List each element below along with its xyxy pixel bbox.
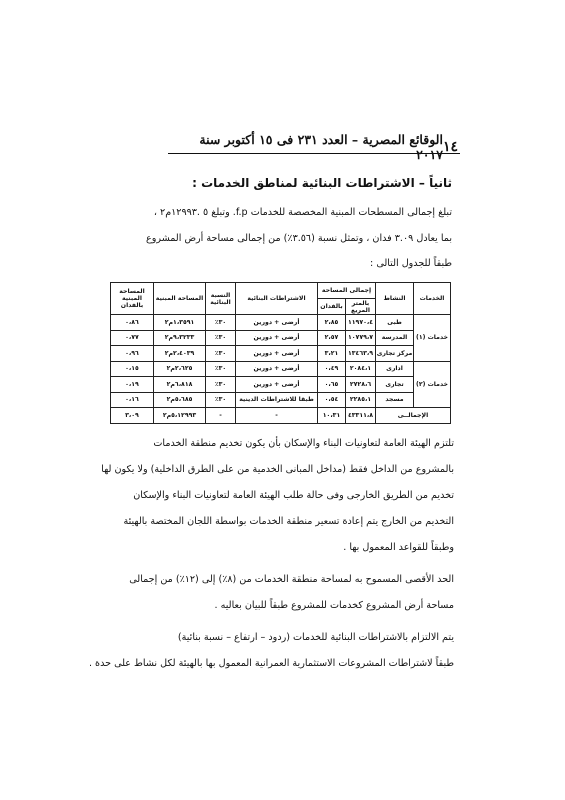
col-sqm: بالمتر المربع (346, 299, 376, 315)
cell-req: أرضى + دورين (236, 315, 318, 331)
cell-built: ١،٣٥٩١م٢ (154, 315, 206, 331)
cell-built: ٥،٦٨٥م٢ (154, 392, 206, 408)
services-table (110, 282, 451, 424)
cell-req: أرضى + دورين (236, 346, 318, 362)
page-header (170, 132, 458, 162)
cell-feddan: ٢،٥٧ (318, 330, 346, 346)
total-ratio: - (206, 408, 236, 424)
page-number: ١٤ (442, 139, 458, 155)
cell-sqm: ١٣٤٦٣،٩ (346, 346, 376, 362)
cell-sqm: ٢٧٢٨،٦ (346, 377, 376, 393)
para1-line3: تخديم من الطريق الخارجى وفى حالة طلب الهيئة العامة لتعاونيات البناء والإسكان (133, 490, 454, 501)
cell-ratio: ٣٠٪ (206, 330, 236, 346)
cell-activity: المدرسة (376, 330, 414, 346)
intro-line-3: طبقاً للجدول التالى : (370, 258, 452, 269)
cell-ratio: ٣٠٪ (206, 377, 236, 393)
para1-line5: وطبقاً للقواعد المعمول بها . (343, 542, 454, 553)
table-row (111, 315, 451, 331)
table-row (111, 377, 451, 393)
cell-ratio: ٣٠٪ (206, 346, 236, 362)
cell-bfed: ٠،٧٧ (111, 330, 154, 346)
total-req: - (236, 408, 318, 424)
intro-line-1: تبلغ إجمالى المسطحات المبنية المخصصة للخدمات f.p. وتبلغ ٥ .١٢٩٩٣م٢ ، (153, 207, 452, 218)
cell-built: ٢،٦٢٥م٢ (154, 361, 206, 377)
col-total-area: إجمالى المساحة (318, 283, 376, 299)
total-built: ٥،١٢٩٩٣م٢ (154, 408, 206, 424)
cell-req: أرضى + دورين (236, 330, 318, 346)
cell-bfed: ٠،٨٦ (111, 315, 154, 331)
cell-feddan: ٢،٨٥ (318, 315, 346, 331)
col-services: الخدمات (414, 283, 451, 315)
intro-line-2: بما يعادل ٣.٠٩ فدان ، وتمثل نسبة (٣.٥٦٪) من إجمالى مساحة أرض المشروع (146, 233, 452, 244)
col-built-feddan: المساحة المبنية بالفدان (111, 283, 154, 315)
header-rule (168, 153, 460, 154)
group-label: خدمات (٢) (414, 361, 451, 408)
col-requirements: الاشتراطات البنائية (236, 283, 318, 315)
cell-bfed: ٠،١٦ (111, 392, 154, 408)
cell-req: أرضى + دورين (236, 361, 318, 377)
cell-req: طبقا للاشتراطات الدينية (236, 392, 318, 408)
cell-activity: ادارى (376, 361, 414, 377)
cell-built: ٩،٣٢٣٣م٢ (154, 330, 206, 346)
para1-line2: بالمشروع من الداخل فقط (مداخل المبانى الخدمية من على الطرق الداخلية) ولا يكون لها (101, 464, 454, 475)
cell-activity: مسجد (376, 392, 414, 408)
para3-line2: طبقاً لاشتراطات المشروعات الاستثمارية العمرانية المعمول بها بالهيئة لكل نشاط على حدة . (88, 658, 454, 669)
col-feddan: بالفدان (318, 299, 346, 315)
cell-feddan: ٣،٢١ (318, 346, 346, 362)
para1-line1: تلتزم الهيئة العامة لتعاونيات البناء والإسكان بأن يكون تخديم منطقة الخدمات (153, 438, 454, 449)
cell-sqm: ٢٠٨٤،١ (346, 361, 376, 377)
cell-ratio: ٣٠٪ (206, 392, 236, 408)
cell-bfed: ٠،١٩ (111, 377, 154, 393)
total-bfed: ٣،٠٩ (111, 408, 154, 424)
total-label: الإجمالــى (376, 408, 451, 424)
table-total-row (111, 408, 451, 424)
col-ratio: النسبة البنائية (206, 283, 236, 315)
cell-ratio: ٣٠٪ (206, 315, 236, 331)
cell-feddan: ٠،٥٤ (318, 392, 346, 408)
cell-activity: تجارى (376, 377, 414, 393)
cell-bfed: ٠،٩٦ (111, 346, 154, 362)
cell-sqm: ٢٢٨٥،١ (346, 392, 376, 408)
cell-req: أرضى + دورين (236, 377, 318, 393)
cell-bfed: ٠،١٥ (111, 361, 154, 377)
para2-line2: مساحة أرض المشروع كخدمات للمشروع طبقاً للبيان بعاليه . (214, 600, 454, 611)
total-sqm: ٤٣٣١١،٨ (346, 408, 376, 424)
table-row (111, 346, 451, 362)
cell-feddan: ٠،٤٩ (318, 361, 346, 377)
cell-feddan: ٠،٦٥ (318, 377, 346, 393)
cell-activity: طبى (376, 315, 414, 331)
para3-line1: يتم الالتزام بالاشتراطات البنائية للخدمات (ردود – ارتفاع – نسبة بنائية) (177, 632, 454, 643)
gazette-title: الوقائع المصرية – العدد ٢٣١ فى ١٥ أكتوبر سنة ٢٠١٧ (199, 132, 443, 162)
cell-built: ٦،٨١٨م٢ (154, 377, 206, 393)
cell-sqm: ١١٩٧٠،٤ (346, 315, 376, 331)
total-feddan: ١٠،٣١ (318, 408, 346, 424)
col-built-area: المساحة المبنية (154, 283, 206, 315)
group-label: خدمات (١) (414, 315, 451, 362)
para1-line4: التخديم من الخارج يتم إعادة تسعير منطقة الخدمات بواسطة اللجان المختصة بالهيئة (123, 516, 454, 527)
cell-sqm: ١٠٧٧٩،٧ (346, 330, 376, 346)
table-row (111, 361, 451, 377)
cell-ratio: ٣٠٪ (206, 361, 236, 377)
table-row (111, 392, 451, 408)
section-title: ثانياً – الاشتراطات البنائية لمناطق الخدمات : (192, 176, 452, 190)
cell-activity: مركز تجارى (376, 346, 414, 362)
col-activity: النشاط (376, 283, 414, 315)
cell-built: ٢،٤٠٣٩م٢ (154, 346, 206, 362)
para2-line1: الحد الأقصى المسموح به لمساحة منطقة الخدمات من (٨٪) إلى (١٢٪) من إجمالى (129, 574, 454, 585)
table-row (111, 330, 451, 346)
